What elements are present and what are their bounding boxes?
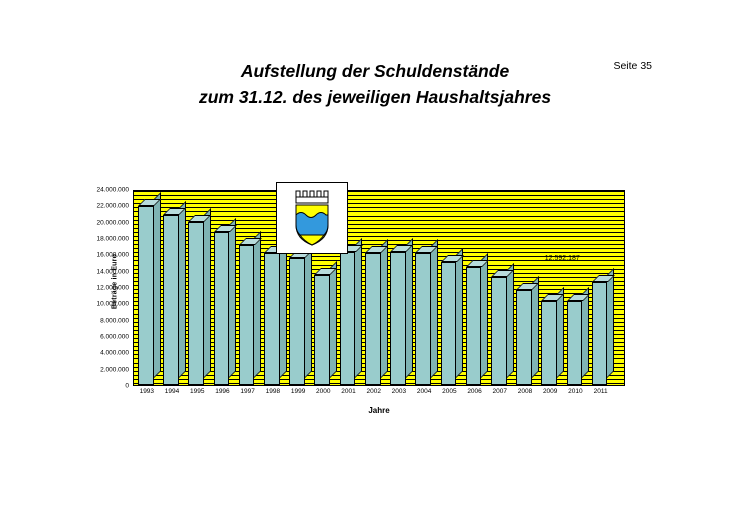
bar [390,245,406,385]
bar [491,270,507,385]
bar-face [163,215,179,385]
x-tick-label: 2010 [568,388,583,395]
bar [466,260,482,385]
bar-side [330,261,337,378]
bar-face [491,277,507,385]
x-tick-label: 1994 [164,388,180,395]
y-tick-label: 2.000.000 [100,366,129,374]
bar [415,246,431,385]
bar [516,283,532,385]
x-tick-label: 1998 [265,388,281,395]
x-tick-label: 1997 [240,388,255,395]
bar [441,255,457,385]
bar-side [532,276,539,378]
bar-side [154,192,161,378]
bar-side [280,239,287,378]
bar-side [254,231,261,378]
bar [314,268,330,385]
bar [365,246,381,385]
bar-face [592,282,608,385]
x-axis-title: Jahre [368,406,390,415]
bar-side [355,238,362,378]
x-tick-label: 2005 [442,388,457,395]
y-tick-label: 24.000.000 [96,186,129,194]
bar-face [390,252,406,385]
bar-face [415,253,431,385]
bar-series [134,191,624,385]
bar [340,245,356,385]
x-tick-label: 1993 [139,388,155,395]
x-tick-label: 2008 [517,388,533,395]
bar [264,246,280,385]
x-tick-label: 2003 [391,388,407,395]
bar [163,208,179,385]
x-tick-label: 1995 [190,388,205,395]
coat-of-arms [276,182,348,254]
x-tick-label: 2000 [316,388,331,395]
bar-side [557,287,564,378]
x-tick-label: 1996 [215,388,230,395]
bar-side [381,239,388,378]
bar-side [456,248,463,378]
y-tick-label: 0 [125,382,129,390]
bar [567,294,583,385]
y-tick-label: 18.000.000 [96,235,129,243]
bar-side [507,263,514,378]
bar-side [406,238,413,378]
y-tick-label: 4.000.000 [100,349,129,357]
bar [541,294,557,385]
y-tick-label: 14.000.000 [96,268,129,276]
bar [592,275,608,385]
bar-side [431,239,438,378]
bar [289,251,305,385]
title-line-2: zum 31.12. des jeweiligen Haushaltsjahres [198,87,552,107]
bar-face [239,245,255,385]
y-tick-label: 10.000.000 [96,300,129,308]
bar-face [214,232,230,385]
bar-face [264,253,280,385]
page-title [0,58,750,110]
bar-face [466,267,482,385]
y-axis-title: Beträge in Euro [111,253,119,310]
bar-face [289,258,305,385]
bar [239,238,255,385]
y-tick-label: 6.000.000 [100,333,129,341]
page-label: Seite 35 [613,60,652,72]
y-tick-label: 16.000.000 [96,251,129,259]
x-tick-label: 2002 [366,388,381,395]
x-tick-label: 2004 [416,388,432,395]
x-tick-label: 2009 [542,388,558,395]
bar [214,225,230,385]
y-tick-label: 22.000.000 [96,202,129,210]
y-axis-tick-labels [71,186,129,390]
bar-face [314,275,330,385]
bar-side [481,253,488,378]
bar-face [541,301,557,385]
bar [138,199,154,385]
x-tick-label: 2011 [593,388,608,395]
plot-area [133,190,625,386]
bar-face [516,290,532,385]
bar-side [607,268,614,378]
bar-face [188,222,204,385]
bar-chart [63,178,663,428]
title-line-1: Aufstellung der Schuldenstände [240,61,510,81]
bar-side [305,244,312,378]
bar-face [138,206,154,385]
bar-side [204,208,211,378]
bar-face [567,301,583,385]
x-tick-label: 2007 [492,388,507,395]
data-label-2011: 12.592.187 [544,255,580,263]
bar-side [582,287,589,378]
x-tick-label: 1999 [290,388,306,395]
bar-face [365,253,381,385]
bar-face [441,262,457,385]
x-axis-tick-labels [133,388,625,402]
x-tick-label: 2001 [341,388,356,395]
x-tick-label: 2006 [467,388,482,395]
y-tick-label: 12.000.000 [96,284,129,292]
y-tick-label: 8.000.000 [100,317,129,325]
y-tick-label: 20.000.000 [96,219,129,227]
bar-side [179,201,186,378]
bar-side [229,218,236,378]
coat-of-arms-shield-icon [290,187,334,249]
bar-face [340,252,356,385]
bar [188,215,204,385]
